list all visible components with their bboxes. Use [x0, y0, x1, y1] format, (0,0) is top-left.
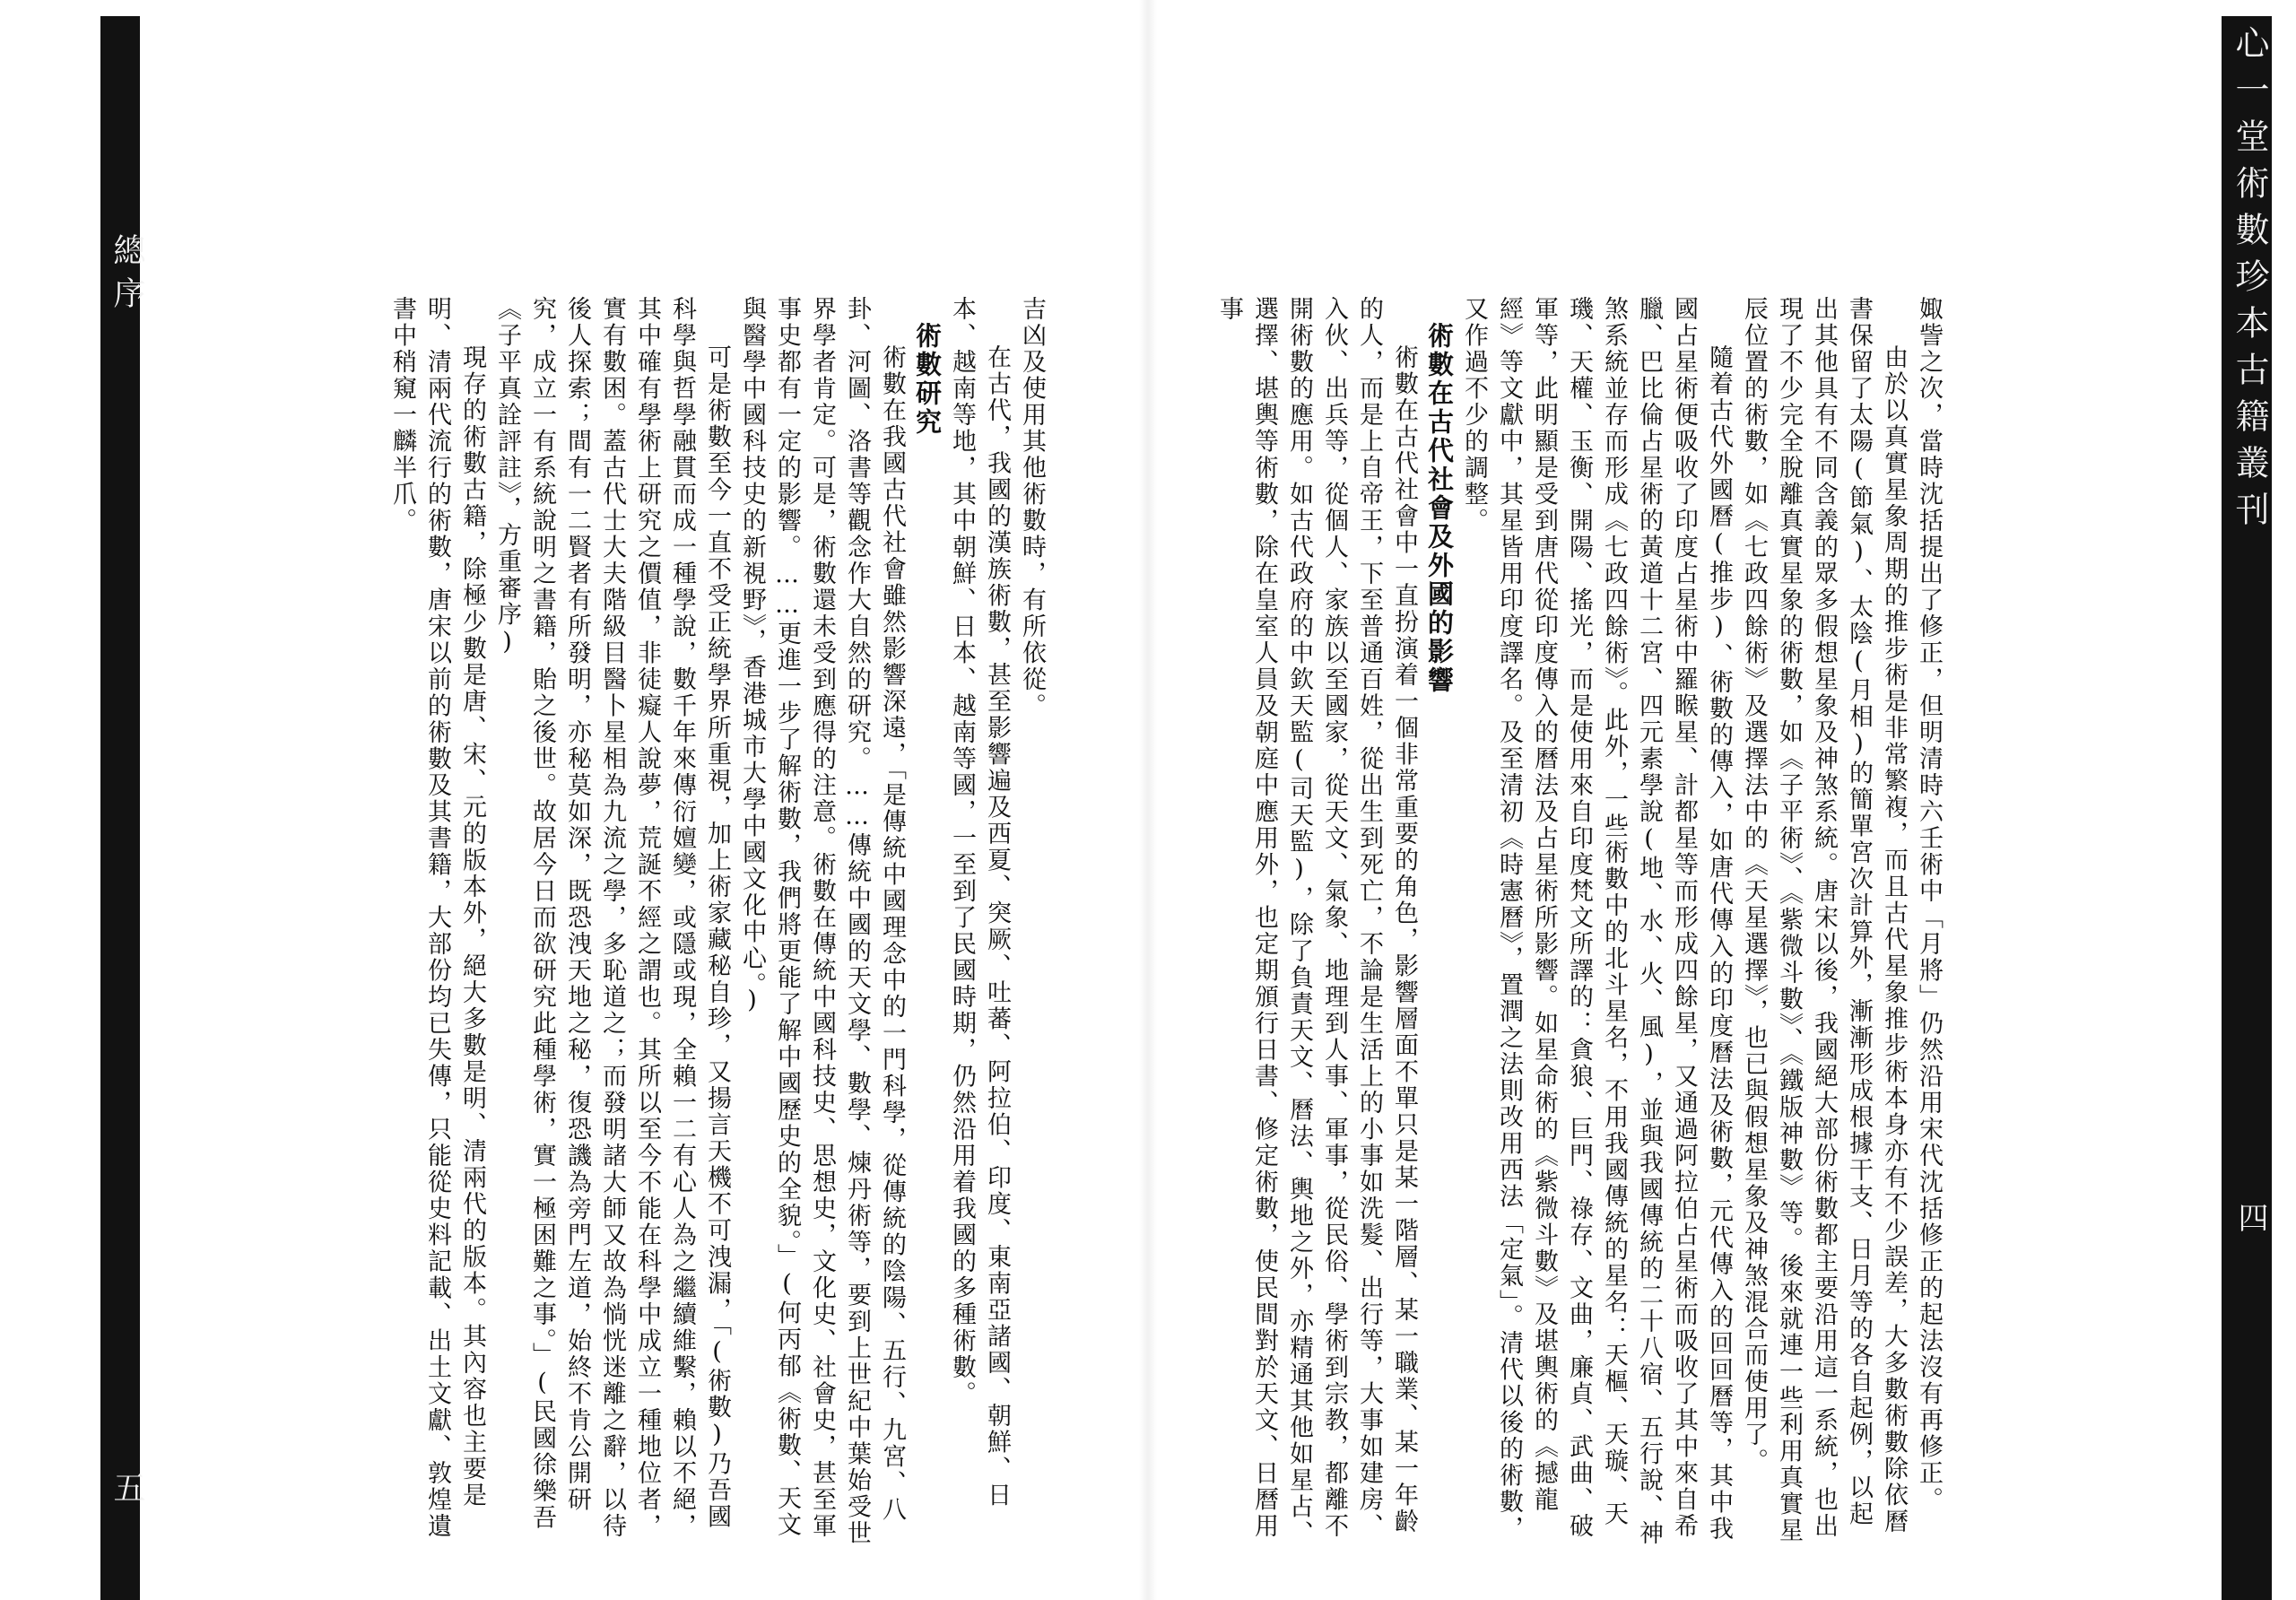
paragraph-foreign-calendars: 隨着古代外國曆(推步)、術數的傳入，如唐代傳入的印度曆法及術數，元代傳入的回回曆等，其中我國占星術便吸收了印度占星術中羅睺星、計都星等而形成四餘星，又通過阿拉伯占星術而吸收了其中來自希臘、巴比倫占星術的黃道十二宮、四元素學說(地、水、火、風)，並與我國傳統的二十八宿、五行說、神煞系統並存而形成《七政四餘術》。此外，一些術數中的北斗星名，不用我國傳統的星名：天樞、天璇、天璣、天權、玉衡、開陽、搖光，而是使用來自印度梵文所譯的：貪狼、巨門、祿存、文曲，廉貞、武曲、破軍等，此明顯是受到唐代從印度傳入的曆法及占星術所影響。如星命術的《紫微斗數》及堪輿術的《撼龍經》等文獻中，其星皆用印度譯名。及至清初《時憲曆》，置潤之法則改用西法「定氣」。清代以後的術數，又作過不少的調整。 [1460, 296, 1733, 1547]
paragraph-ancient-society: 術數在古代社會中一直扮演着一個非常重要的角色，影響層面不單只是某一階層、某一職業、某一年齡的人，而是上自帝王，下至普通百姓，從出生到死亡，不論是生活上的小事如洗髮、出行等，大事如建房、入伙、出兵等，從個人、家族以至國家，從天文、氣象、地理到人事、軍事，從民俗、學術到宗教，都離不開術數的應用。如古代政府的中欽天監(司天監)，除了負責天文、曆法、輿地之外，亦精通其他如星占、選擇、堪輿等術數，除在皇室人員及朝庭中應用外，也定期頒行日書、修定術數，使民間對於天文、日曆用事 [1215, 296, 1418, 1547]
section-label: 總序 [109, 233, 145, 319]
paragraph-foreign-influence: 在古代，我國的漢族術數，甚至影響遍及西夏、突厥、吐蕃、阿拉伯、印度、東南亞諸國、朝鮮、日本、越南等地，其中朝鮮、日本、越南等國，一至到了民國時期，仍然沿用着我國的多種術數。 [948, 296, 1011, 1509]
section-heading-research: 術數研究 [912, 322, 943, 437]
paragraph-secrecy: 可是術數至今一直不受正統學界所重視，加上術家藏秘自珍，又揚言天機不可洩漏，「(術數)乃吾國科學與哲學融貫而成一種學說，數千年來傳衍嬗變，或隱或現，全賴一二有心人為之繼續維繫，賴以不絕，其中確有學術上研究之價值，非徒癡人說夢，荒誕不經之謂也。其所以至今不能在科學中成立一種地位者，實有數困。蓋古代士大夫階級目醫卜星相為九流之學，多恥道之；而發明諸大師又故為惝恍迷離之辭，以待後人探索；間有一二賢者有所發明，亦秘莫如深，既恐洩天地之秘，復恐譏為旁門左道，始終不肯公開研究，成立一有系統說明之書籍，貽之後世。故居今日而欲研究此種學術，實一極困難之事。」(民國徐樂吾《子平真詮評註》，方重審序) [493, 296, 731, 1540]
right-page-number: 四 [2232, 1202, 2268, 1232]
paragraph-star-systems: 由於以真實星象周期的推步術是非常繁複，而且古代星象推步術本身亦有不少誤差，大多數術數除依曆書保留了太陽(節氣)、太陰(月相)的簡單宮次計算外，漸漸形成根據干支、日月等的各自起例，以起出其他具有不同含義的眾多假想星象及神煞系統。唐宋以後，我國絕大部份術數都主要沿用這一系統，也出現了不少完全脫離真實星象的術數，如《子平術》、《紫微斗數》、《鐵版神數》等。後來就連一些利用真實星辰位置的術數，如《七政四餘術》及選擇法中的《天星選擇》，也已與假想星象及神煞混合而使用了。 [1740, 296, 1908, 1544]
section-heading-ancient-society: 術數在古代社會及外國的影響 [1424, 322, 1455, 695]
left-page-number: 五 [109, 1471, 145, 1503]
right-page-text [1206, 296, 1946, 1552]
paragraph-continuation: 娵訾之次，當時沈括提出了修正，但明清時六壬術中「月將」仍然沿用宋代沈括修正的起法沒有再修正。 [1915, 296, 1943, 1513]
paragraph-continuation-left: 吉凶及使用其他術數時，有所依從。 [1018, 296, 1046, 719]
left-page-text [269, 296, 1049, 1552]
paragraph-research: 術數在我國古代社會雖然影響深遠，「是傳統中國理念中的一門科學，從傳統的陰陽、五行、九宮、八卦、河圖、洛書等觀念作大自然的研究。……傳統中國的天文學、數學、煉丹術等，要到上世紀中葉始受世界學者肯定。可是，術數還未受到應得的注意。術數在傳統中國科技史、思想史，文化史、社會史，甚至軍事史都有一定的影響。……更進一步了解術數，我們將更能了解中國歷史的全貌。」(何丙郁《術數、天文與醫學中國科技史的新視野》，香港城市大學中國文化中心。) [738, 296, 906, 1547]
series-title: 心一堂術數珍本古籍叢刊 [2230, 25, 2269, 538]
paragraph-extant-texts: 現存的術數古籍，除極少數是唐、宋、元的版本外，絕大多數是明、清兩代的版本。其內容也主要是明、清兩代流行的術數，唐宋以前的術數及其書籍，大部份均已失傳，只能從史料記載、出土文獻、敦煌遺書中稍窺一麟半爪。 [388, 296, 486, 1540]
